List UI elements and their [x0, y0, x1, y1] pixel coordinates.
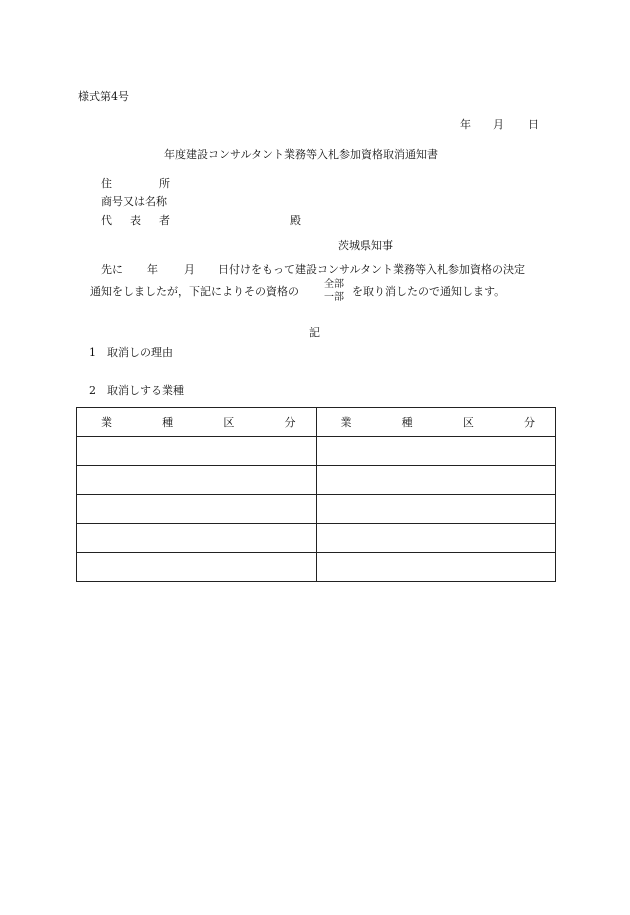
choice-part: 一部	[324, 292, 344, 303]
address-label-2: 所	[159, 177, 170, 190]
date-month-label: 月	[493, 118, 504, 131]
issuer: 茨城県知事	[338, 239, 393, 252]
choice-all: 全部	[324, 279, 344, 290]
representative-label-2: 表	[130, 214, 141, 227]
body-line1-month: 月	[184, 263, 195, 276]
body-line1-year: 年	[147, 263, 158, 276]
industry-table	[76, 407, 556, 582]
ki-heading: 記	[309, 326, 320, 339]
table-cell	[316, 524, 556, 553]
header-char: 業	[340, 416, 352, 429]
section1-number: 1	[89, 346, 96, 359]
body-line1-rest: 日付けをもって建設コンサルタント業務等入札参加資格の決定	[218, 263, 526, 276]
header-char: 種	[401, 416, 413, 429]
form-number: 様式第4号	[78, 90, 129, 103]
section1-label: 取消しの理由	[107, 346, 173, 359]
header-char: 業	[101, 416, 112, 429]
body-line2-suffix: を取り消したので通知します。	[352, 285, 506, 298]
honorific: 殿	[290, 214, 301, 227]
table-cell	[316, 437, 556, 466]
address-label-1: 住	[101, 177, 112, 190]
table-cell	[77, 437, 317, 466]
right-header-cell	[316, 408, 556, 437]
table-header-row	[77, 408, 556, 437]
table-cell	[77, 524, 317, 553]
date-year-label: 年	[460, 118, 471, 131]
table-row	[77, 495, 556, 524]
table-cell	[316, 495, 556, 524]
table-cell	[316, 553, 556, 582]
table-cell	[77, 466, 317, 495]
table-row	[77, 437, 556, 466]
representative-label-3: 者	[159, 214, 170, 227]
table-row	[77, 524, 556, 553]
body-line1-prefix: 先に	[101, 263, 123, 276]
company-name-label: 商号又は名称	[101, 195, 167, 208]
header-char: 分	[284, 416, 296, 429]
header-char: 区	[462, 416, 474, 429]
header-char: 分	[523, 416, 535, 429]
scope-choice	[321, 278, 347, 304]
table-cell	[316, 466, 556, 495]
representative-label-1: 代	[101, 214, 112, 227]
header-char: 区	[223, 416, 235, 429]
table-cell	[77, 495, 317, 524]
table-row	[77, 466, 556, 495]
document-title: 年度建設コンサルタント業務等入札参加資格取消通知書	[164, 148, 439, 161]
header-char: 種	[162, 416, 174, 429]
date-day-label: 日	[528, 118, 539, 131]
table-cell	[77, 553, 317, 582]
body-line2-prefix: 通知をしましたが，下記によりその資格の	[90, 285, 299, 298]
section2-label: 取消しする業種	[107, 384, 184, 397]
table-row	[77, 553, 556, 582]
left-header-cell	[77, 408, 317, 437]
section2-number: 2	[89, 384, 96, 397]
